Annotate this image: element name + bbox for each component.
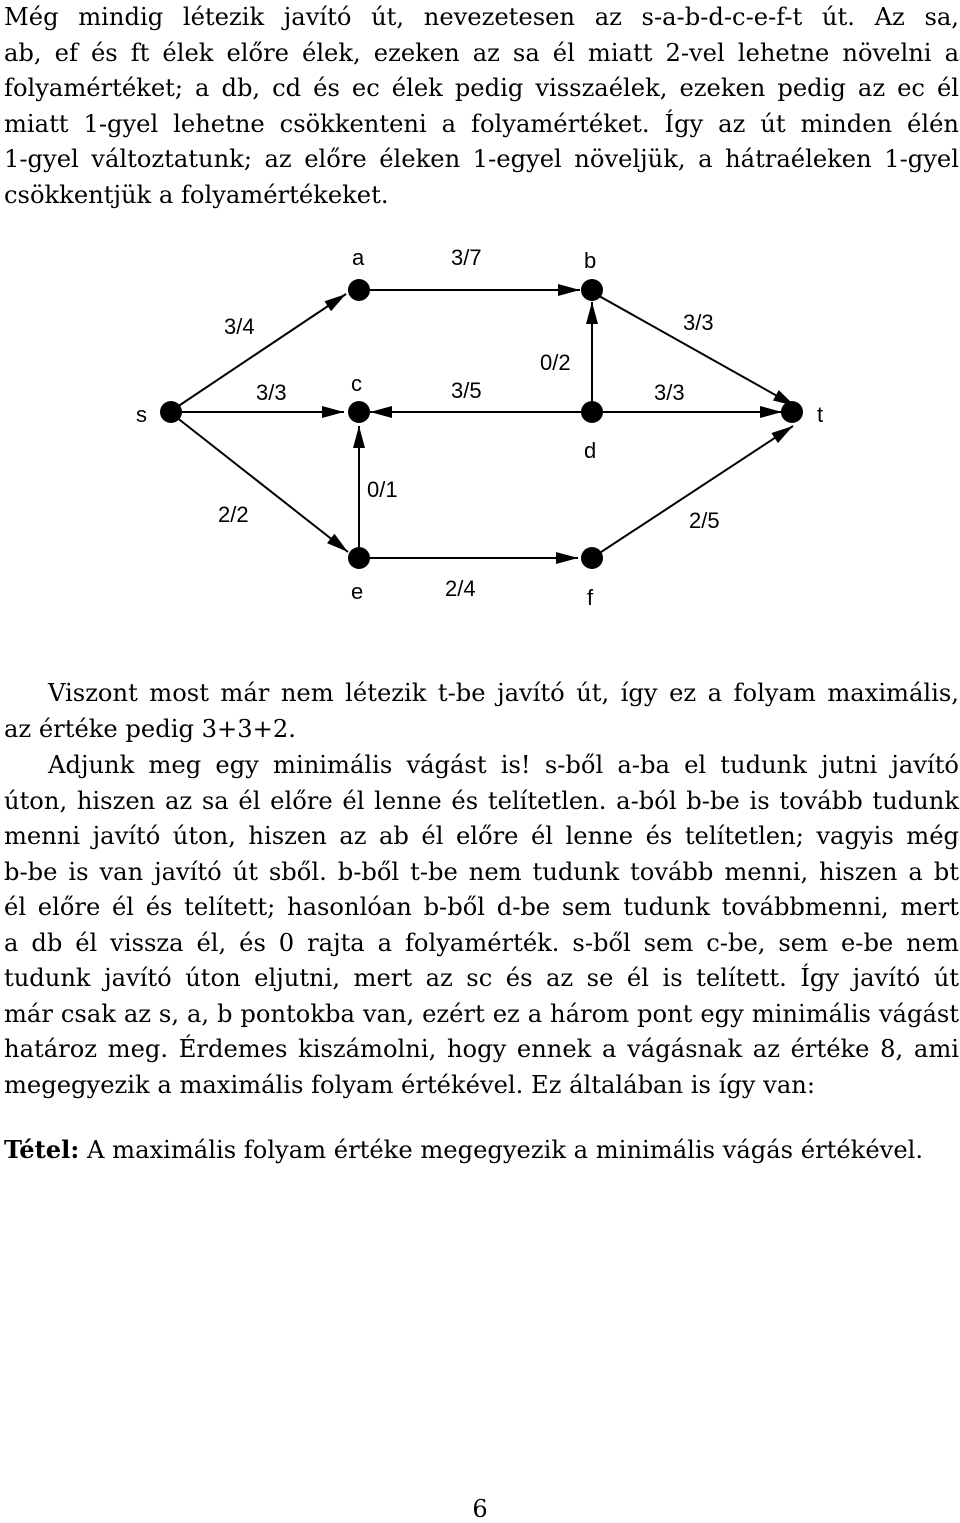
text-line: b-be is van javító út sből. b-ből t-be nem tudunk tovább menni, hiszen a bt — [4, 857, 959, 886]
edge-label-dt: 3/3 — [654, 380, 685, 405]
flow-network-diagram — [0, 230, 960, 630]
text-line: Még mindig létezik javító út, nevezetesen az s-a-b-d-c-e-f-t út. Az sa, — [4, 3, 959, 31]
edge-label-ec: 0/1 — [367, 477, 398, 502]
node-e — [348, 547, 370, 569]
theorem-line — [4, 1132, 959, 1169]
paragraph-augmenting-path — [4, 0, 959, 213]
theorem-text: A maximális folyam értéke megegyezik a minimális vágás értékével. — [79, 1136, 924, 1164]
text-line: az értéke pedig 3+3+2. — [4, 714, 296, 743]
text-line: 1-gyel változtatunk; az előre éleken 1-egyel növeljük, a hátraéleken 1-gyel — [4, 145, 959, 173]
node-b — [581, 279, 603, 301]
theorem-label: Tétel: — [4, 1135, 80, 1164]
node-label-e: e — [351, 579, 364, 604]
node-label-b: b — [584, 248, 597, 273]
edge-ft — [592, 426, 793, 558]
text-line: él előre él és telített; hasonlóan b-ből d-be sem tudunk továbbmenni, mert — [4, 893, 959, 921]
edge-label-ab: 3/7 — [451, 245, 482, 270]
node-label-s: s — [136, 402, 147, 427]
edge-label-ef: 2/4 — [445, 576, 476, 601]
node-a — [348, 279, 370, 301]
node-label-f: f — [587, 585, 594, 610]
text-line: folyamértéket; a db, cd és ec élek pedig visszaélek, ezeken pedig az ec él — [4, 74, 959, 102]
edge-label-ft: 2/5 — [689, 508, 720, 533]
text-line: úton, hiszen az sa él előre él lenne és telítetlen. a-ból b-be is tovább tudunk — [4, 786, 959, 815]
node-label-d: d — [584, 438, 597, 463]
paragraph-min-cut — [4, 748, 959, 1103]
text-line: miatt 1-gyel lehetne csökkenteni a folyamértéket. Így az út minden élén — [4, 109, 959, 138]
text-line: Viszont most már nem létezik t-be javító út, így ez a folyam maximális, — [48, 679, 959, 707]
page-number: 6 — [472, 1495, 488, 1523]
text-line: Adjunk meg egy minimális vágást is! s-ből a-ba el tudunk jutni javító — [48, 751, 959, 779]
node-f — [581, 547, 603, 569]
edge-label-sc: 3/3 — [256, 380, 287, 405]
node-s — [160, 401, 182, 423]
edge-label-db: 0/2 — [540, 350, 571, 375]
node-label-c: c — [351, 371, 362, 396]
text-line: tudunk javító úton eljutni, mert az sc és az se él is telített. Így javító út — [4, 964, 959, 992]
text-line: menni javító úton, hiszen az ab él előre él lenne és telítetlen; vagyis még — [4, 822, 959, 850]
edge-label-bt: 3/3 — [683, 310, 714, 335]
node-label-t: t — [817, 402, 824, 427]
text-line: határoz meg. Érdemes kiszámolni, hogy ennek a vágásnak az értéke 8, ami — [4, 1035, 959, 1063]
text-line: a db él vissza él, és 0 rajta a folyamérték. s-ből sem c-be, sem e-be nem — [4, 928, 959, 957]
edge-label-se: 2/2 — [218, 502, 249, 527]
node-d — [581, 401, 603, 423]
node-label-a: a — [352, 245, 365, 270]
theorem — [4, 1132, 959, 1169]
text-line: már csak az s, a, b pontokba van, ezért ez a három pont egy minimális vágást — [4, 999, 959, 1028]
node-t — [781, 401, 803, 423]
edge-se — [171, 413, 348, 552]
text-line: ab, ef és ft élek előre élek, ezeken az sa él miatt 2-vel lehetne növelni a — [4, 38, 959, 67]
text-line: csökkentjük a folyamértékeket. — [4, 180, 389, 209]
node-c — [348, 401, 370, 423]
text-line: megegyezik a maximális folyam értékével. Ez általában is így van: — [4, 1070, 815, 1099]
paragraph-max-flow — [4, 676, 959, 747]
edge-label-sa: 3/4 — [224, 314, 255, 339]
edge-label-dc: 3/5 — [451, 378, 482, 403]
